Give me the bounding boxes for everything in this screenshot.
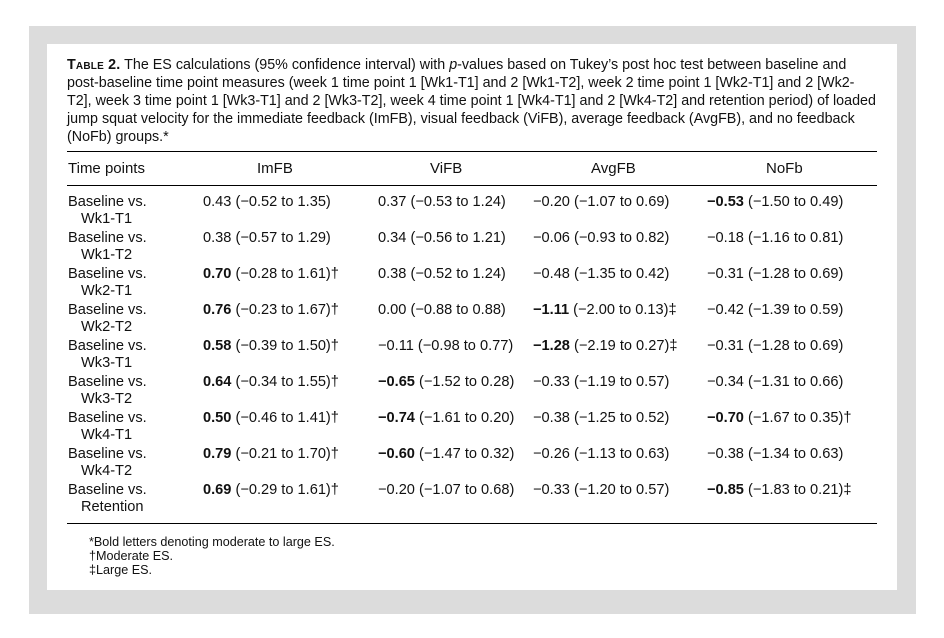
effect-size-value: −0.31 [707, 266, 744, 282]
confidence-interval: (−0.23 to 1.67) [231, 302, 331, 318]
confidence-interval: (−0.52 to 1.24) [406, 266, 506, 282]
confidence-interval: (−1.28 to 0.69) [743, 338, 844, 354]
caption-p-italic: p [449, 57, 458, 73]
effect-size-value: 0.38 [378, 266, 407, 282]
confidence-interval: (−1.50 to 0.49) [743, 194, 844, 210]
effect-size-value: −0.42 [707, 302, 744, 318]
table-cell [533, 374, 669, 391]
significance-marker: † [330, 482, 339, 498]
table-cell [707, 482, 851, 499]
table-cell [378, 266, 506, 283]
effect-size-value: −0.31 [707, 338, 744, 354]
effect-size-value: 0.79 [203, 446, 232, 462]
header-vifb: ViFB [430, 160, 463, 177]
confidence-interval: (−1.61 to 0.20) [414, 410, 515, 426]
time-point-label [68, 194, 147, 228]
table-cell [203, 338, 339, 355]
table-cell [378, 482, 514, 499]
effect-size-value: −0.53 [707, 194, 744, 210]
footnote-large: ‡Large ES. [89, 563, 153, 577]
table-cell [203, 410, 339, 427]
confidence-interval: (−0.57 to 1.29) [231, 230, 331, 246]
table-cell [378, 338, 513, 355]
time-point-line-1: Baseline vs. [68, 266, 147, 282]
table-cell [203, 230, 331, 247]
effect-size-value: −0.33 [533, 374, 570, 390]
time-point-line-1: Baseline vs. [68, 446, 147, 462]
confidence-interval: (−1.39 to 0.59) [743, 302, 844, 318]
time-point-line-1: Baseline vs. [68, 338, 147, 354]
effect-size-value: −0.38 [533, 410, 570, 426]
effect-size-value: −0.85 [707, 482, 744, 498]
confidence-interval: (−1.07 to 0.68) [414, 482, 515, 498]
significance-marker: ‡ [843, 482, 852, 498]
confidence-interval: (−1.67 to 0.35) [743, 410, 844, 426]
effect-size-value: −0.33 [533, 482, 570, 498]
header-nofb: NoFb [766, 160, 803, 177]
time-point-label [68, 410, 147, 444]
effect-size-value: −0.06 [533, 230, 570, 246]
confidence-interval: (−1.19 to 0.57) [569, 374, 670, 390]
confidence-interval: (−1.47 to 0.32) [414, 446, 515, 462]
table-cell [707, 374, 843, 391]
header-bottom-rule [67, 185, 877, 186]
time-point-label [68, 374, 147, 408]
effect-size-value: 0.34 [378, 230, 407, 246]
confidence-interval: (−1.28 to 0.69) [743, 266, 844, 282]
confidence-interval: (−0.46 to 1.41) [231, 410, 331, 426]
effect-size-value: −0.48 [533, 266, 570, 282]
effect-size-value: −0.34 [707, 374, 744, 390]
table-cell [533, 410, 669, 427]
significance-marker: † [330, 374, 339, 390]
confidence-interval: (−1.16 to 0.81) [743, 230, 844, 246]
effect-size-value: −0.11 [378, 338, 414, 354]
effect-size-value: −0.65 [378, 374, 415, 390]
table-cell [378, 410, 514, 427]
table-cell [203, 194, 331, 211]
table-cell [378, 302, 506, 319]
effect-size-value: 0.70 [203, 266, 232, 282]
effect-size-value: −0.74 [378, 410, 415, 426]
effect-size-value: 0.37 [378, 194, 407, 210]
table-caption [67, 56, 879, 146]
time-point-line-1: Baseline vs. [68, 482, 147, 498]
table-cell [378, 374, 514, 391]
effect-size-value: −0.18 [707, 230, 744, 246]
time-point-label [68, 446, 147, 480]
time-point-line-1: Baseline vs. [68, 302, 147, 318]
header-imfb: ImFB [257, 160, 293, 177]
table-cell [203, 482, 339, 499]
time-point-line-2: Wk4-T1 [81, 427, 133, 443]
table-bottom-rule [67, 523, 877, 524]
table-cell [707, 194, 843, 211]
confidence-interval: (−2.00 to 0.13) [569, 302, 669, 318]
table-cell [533, 446, 669, 463]
confidence-interval: (−0.56 to 1.21) [406, 230, 506, 246]
effect-size-value: −0.70 [707, 410, 744, 426]
time-point-line-1: Baseline vs. [68, 230, 147, 246]
confidence-interval: (−0.53 to 1.24) [406, 194, 506, 210]
header-top-rule [67, 151, 877, 152]
confidence-interval: (−0.34 to 1.55) [231, 374, 331, 390]
header-avgfb: AvgFB [591, 160, 636, 177]
confidence-interval: (−1.83 to 0.21) [743, 482, 844, 498]
significance-marker: † [843, 410, 852, 426]
effect-size-value: −0.20 [533, 194, 570, 210]
table-cell [707, 230, 843, 247]
effect-size-value: 0.58 [203, 338, 232, 354]
effect-size-value: −1.11 [533, 302, 570, 318]
effect-size-value: 0.76 [203, 302, 232, 318]
significance-marker: † [330, 446, 339, 462]
confidence-interval: (−1.35 to 0.42) [569, 266, 670, 282]
table-cell [378, 446, 514, 463]
confidence-interval: (−0.28 to 1.61) [231, 266, 331, 282]
effect-size-value: 0.00 [378, 302, 407, 318]
time-point-line-2: Wk2-T2 [81, 319, 133, 335]
effect-size-value: 0.43 [203, 194, 232, 210]
time-point-line-2: Wk1-T1 [81, 211, 133, 227]
significance-marker: ‡ [669, 338, 678, 354]
effect-size-value: −0.60 [378, 446, 415, 462]
confidence-interval: (−1.52 to 0.28) [414, 374, 515, 390]
confidence-interval: (−0.39 to 1.50) [231, 338, 331, 354]
confidence-interval: (−0.29 to 1.61) [231, 482, 331, 498]
effect-size-value: −0.38 [707, 446, 744, 462]
time-point-line-2: Wk4-T2 [81, 463, 133, 479]
confidence-interval: (−0.98 to 0.77) [413, 338, 514, 354]
table-cell [203, 302, 339, 319]
confidence-interval: (−2.19 to 0.27) [569, 338, 670, 354]
effect-size-value: −0.26 [533, 446, 570, 462]
header-time-points: Time points [68, 160, 145, 177]
time-point-line-1: Baseline vs. [68, 194, 147, 210]
caption-text-1: The ES calculations (95% confidence interval) with [120, 57, 450, 73]
table-cell [203, 266, 339, 283]
time-point-line-2: Retention [81, 499, 144, 515]
time-point-label [68, 230, 147, 264]
table-cell [533, 230, 669, 247]
caption-text-2: -values based on Tukey’s post hoc test between baseline and post-baseline time point measures (week 1 time point 1 [Wk1-T1] and 2 [Wk1-T2], week 2 time point 1 [Wk2-T1] and 2 [Wk2-T2], week 3 time point 1 [Wk3-T1] and 2 [Wk3-T2], week 4 time point 1 [Wk4-T1] and 2 [Wk4-T2] and retention period) of loaded jump squat velocity for the immediate feedback (ImFB), visual feedback (ViFB), average feedback (AvgFB), and no feedback (NoFb) groups.* [67, 57, 876, 145]
table-cell [533, 194, 669, 211]
time-point-line-1: Baseline vs. [68, 410, 147, 426]
table-cell [378, 230, 506, 247]
effect-size-value: 0.64 [203, 374, 232, 390]
confidence-interval: (−1.20 to 0.57) [569, 482, 670, 498]
confidence-interval: (−1.31 to 0.66) [743, 374, 844, 390]
table-panel [47, 44, 897, 590]
time-point-line-2: Wk3-T2 [81, 391, 133, 407]
footnote-bold: *Bold letters denoting moderate to large ES. [89, 535, 335, 549]
effect-size-value: 0.38 [203, 230, 232, 246]
footnote-moderate: †Moderate ES. [89, 549, 174, 563]
time-point-line-2: Wk2-T1 [81, 283, 133, 299]
table-cell [707, 338, 843, 355]
effect-size-value: −0.20 [378, 482, 415, 498]
significance-marker: † [330, 338, 339, 354]
effect-size-value: −1.28 [533, 338, 570, 354]
table-cell [533, 302, 677, 319]
confidence-interval: (−0.52 to 1.35) [231, 194, 331, 210]
table-cell [378, 194, 506, 211]
caption-label: Table 2. [67, 57, 121, 73]
time-point-label [68, 338, 147, 372]
table-cell [707, 266, 843, 283]
table-cell [203, 446, 339, 463]
table-cell [533, 482, 669, 499]
confidence-interval: (−1.34 to 0.63) [743, 446, 844, 462]
time-point-label [68, 302, 147, 336]
table-cell [533, 266, 669, 283]
confidence-interval: (−1.13 to 0.63) [569, 446, 670, 462]
confidence-interval: (−0.93 to 0.82) [569, 230, 670, 246]
significance-marker: ‡ [668, 302, 677, 318]
effect-size-value: 0.69 [203, 482, 232, 498]
effect-size-value: 0.50 [203, 410, 232, 426]
table-cell [707, 410, 851, 427]
confidence-interval: (−1.07 to 0.69) [569, 194, 670, 210]
time-point-line-1: Baseline vs. [68, 374, 147, 390]
table-cell [533, 338, 677, 355]
time-point-line-2: Wk3-T1 [81, 355, 133, 371]
significance-marker: † [330, 410, 339, 426]
confidence-interval: (−0.88 to 0.88) [406, 302, 506, 318]
table-cell [203, 374, 339, 391]
time-point-label [68, 266, 147, 300]
time-point-label [68, 482, 147, 516]
table-cell [707, 302, 843, 319]
confidence-interval: (−1.25 to 0.52) [569, 410, 670, 426]
confidence-interval: (−0.21 to 1.70) [231, 446, 331, 462]
significance-marker: † [330, 266, 339, 282]
time-point-line-2: Wk1-T2 [81, 247, 133, 263]
significance-marker: † [330, 302, 339, 318]
table-cell [707, 446, 843, 463]
